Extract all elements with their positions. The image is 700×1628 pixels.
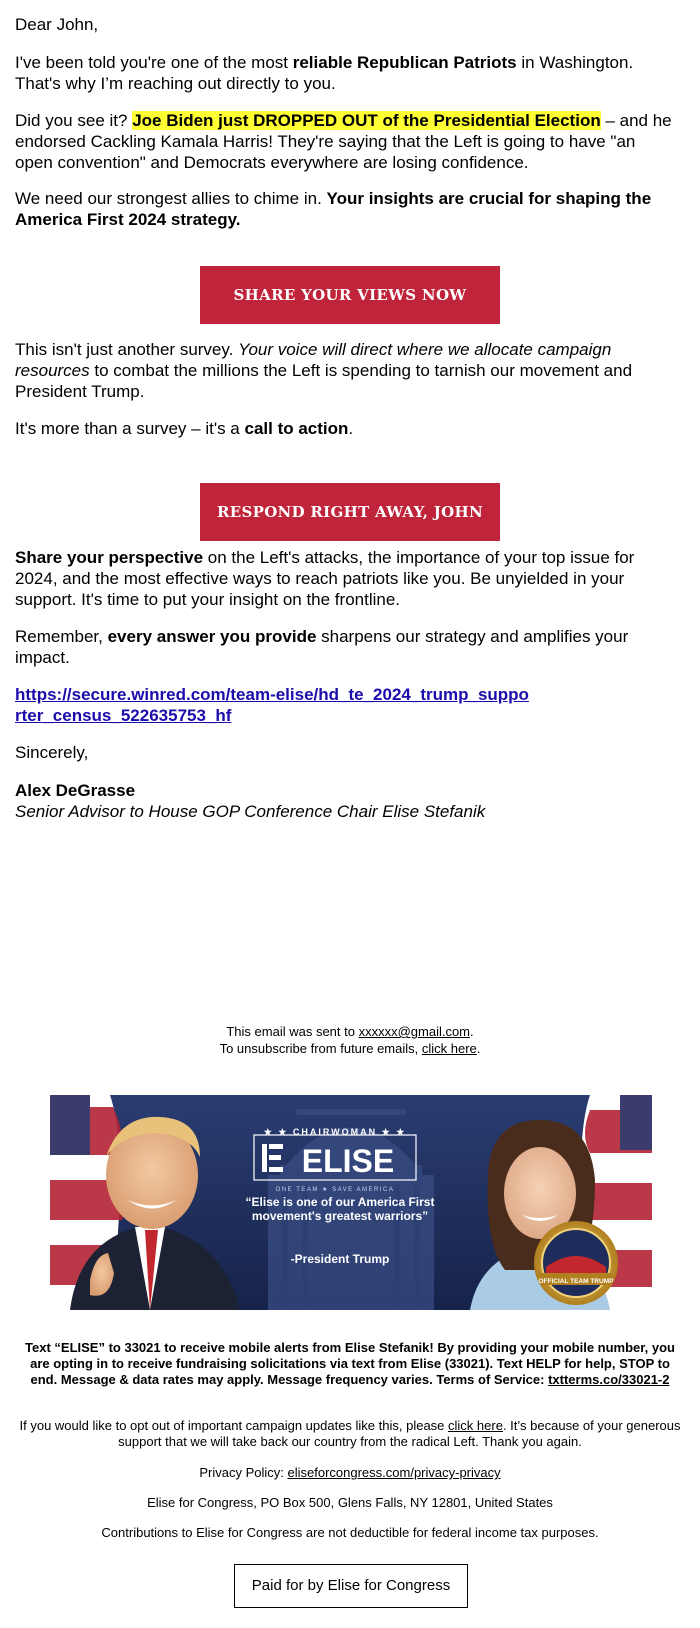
banner-kicker: ★ ★ CHAIRWOMAN ★ ★ — [263, 1127, 407, 1137]
elise-banner-image[interactable] — [50, 1095, 652, 1310]
seal-text: OFFICIAL TEAM TRUMP — [538, 1278, 614, 1285]
respond-right-away-button[interactable]: RESPOND RIGHT AWAY, JOHN — [200, 483, 500, 541]
banner-name: ELISE — [301, 1143, 395, 1179]
optout-link[interactable]: click here — [448, 1418, 503, 1433]
banner-tagline: ONE TEAM ★ SAVE AMERICA — [275, 1187, 395, 1193]
paragraph-5: It's more than a survey – it's a call to action. — [15, 419, 354, 438]
paragraph-4: This isn't just another survey. Your voice will direct where we allocate campaign resources to combat the millions the Left is spending to tarnish our movement and President Trump. — [15, 340, 633, 401]
contributions-disclaimer: Contributions to Elise for Congress are not deductible for federal income tax purposes. — [101, 1525, 599, 1540]
signoff: Sincerely, — [15, 743, 89, 762]
paragraph-7: Remember, every answer you provide sharpens our strategy and amplifies your impact. — [15, 627, 629, 667]
signature-title: Senior Advisor to House GOP Conference Chair Elise Stefanik — [15, 802, 486, 821]
paragraph-1: I've been told you're one of the most reliable Republican Patriots in Washington. That's why I’m reaching out directly to you. — [15, 53, 634, 93]
survey-link[interactable]: https://secure.winred.com/team-elise/hd_te_2024_trump_supporter_census_522635753_hf — [15, 685, 529, 725]
share-views-button[interactable]: SHARE YOUR VIEWS NOW — [200, 266, 500, 324]
banner-quote: “Elise is one of our America First movement's greatest warriors” — [245, 1195, 435, 1223]
paragraph-6: Share your perspective on the Left's attacks, the importance of your top issue for 2024, and the most effective ways to reach patriots like you. Be unyielded in your support. It's time to put your insight on the frontline. — [15, 548, 635, 609]
elise-e-icon — [262, 1144, 283, 1172]
sms-terms-link[interactable]: txtterms.co/33021-2 — [548, 1372, 670, 1387]
footer-sent-to: This email was sent to xxxxxx@gmail.com. To unsubscribe from future emails, click here. — [219, 1024, 481, 1056]
paragraph-2: Did you see it? Joe Biden just DROPPED OUT of the Presidential Election – and he endorsed Cackling Kamala Harris! They're saying that the Left is going to have "an open convention" and Democrats everywhere are losing confidence. — [15, 111, 672, 172]
unsubscribe-link[interactable]: click here — [421, 1041, 477, 1056]
sms-disclaimer: Text “ELISE” to 33021 to receive mobile alerts from Elise Stefanik! By providing your mobile number, you are opting in to receive fundraising solicitations via text from Elise (33021). Text HELP for help, STOP to end. Message & data rates may apply. Message frequency varies. Terms of Service: txtterms.co/33021-2 — [25, 1340, 675, 1387]
optout-text: If you would like to opt out of important campaign updates like this, please click here. It’s because of your generous support that we will take back our country from the radical Left. Thank you again. — [19, 1418, 681, 1449]
paragraph-3: We need our strongest allies to chime in. Your insights are crucial for shaping the America First 2024 strategy. — [15, 189, 652, 229]
recipient-email-link[interactable]: xxxxxx@gmail.com — [358, 1024, 471, 1039]
highlighted-headline: Joe Biden just DROPPED OUT of the Presidential Election — [132, 111, 601, 130]
mailing-address: Elise for Congress, PO Box 500, Glens Falls, NY 12801, United States — [147, 1495, 553, 1510]
official-team-trump-seal-graphic — [534, 1221, 618, 1305]
paid-for-by-box: Paid for by Elise for Congress — [234, 1564, 468, 1608]
signature-name: Alex DeGrasse — [15, 781, 136, 800]
privacy-policy: Privacy Policy: eliseforcongress.com/privacy-privacy — [199, 1465, 501, 1480]
greeting: Dear John, — [15, 15, 99, 34]
privacy-policy-link[interactable]: eliseforcongress.com/privacy-privacy — [287, 1465, 501, 1480]
survey-link-paragraph — [15, 684, 675, 726]
banner-attribution: -President Trump — [290, 1252, 390, 1266]
